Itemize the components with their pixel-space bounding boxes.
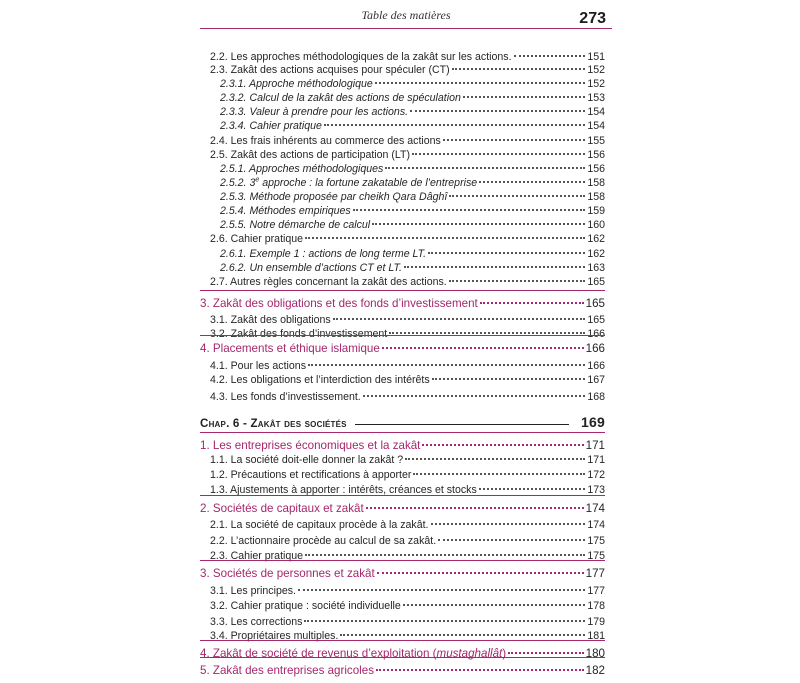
leader-dots [410,98,585,112]
leader-dots [412,141,585,155]
toc-entry-title: Chap. 6 - Zakât des sociétés [200,417,347,430]
toc-page-number: 171 [585,439,605,452]
section-divider [200,495,605,496]
page-number: 273 [579,10,606,27]
leader-dots [479,476,586,490]
leader-dots [413,461,585,475]
leader-dots [385,155,585,169]
toc-entry-title: 2.7. Autres règles concernant la zakât des actions. [210,276,447,288]
toc-entry-title: 2.3. Cahier pratique [210,550,304,562]
leader-dots [449,268,586,282]
section-divider [200,640,605,641]
toc-page-number: 158 [587,177,605,189]
toc-page-number: 168 [587,391,605,403]
leader-dots [479,169,585,183]
toc-section[interactable] [200,660,605,675]
toc-page-number: 175 [587,535,605,547]
toc-page-number: 166 [585,342,605,355]
toc-page-number: 156 [587,149,605,161]
toc-page [200,0,612,683]
toc-entry-title: 3.4. Propriétaires multiples. [210,630,339,642]
toc-page-number: 162 [587,233,605,245]
section-divider [200,290,605,291]
toc-page-number: 160 [587,219,605,231]
leader-dots [508,640,584,654]
leader-dots [443,127,585,141]
leader-dots [431,511,586,525]
toc-page-number: 181 [587,630,605,642]
section-divider [200,657,605,658]
toc-page-number: 162 [587,248,605,260]
toc-entry-title: 2.3. Zakât des actions acquises pour spéculer (CT) [210,64,450,76]
section-divider [200,560,605,561]
toc-page-number: 174 [587,519,605,531]
toc-page-number: 152 [587,64,605,76]
title-part: 2.5.2. 3 [220,177,256,189]
toc-page-number: 155 [587,135,605,147]
toc-page-number: 177 [587,585,605,597]
toc-page-number: 178 [587,600,605,612]
toc-entry-title: 1.1. La société doit-elle donner la zakât ? [210,454,404,466]
title-part: 4. Zakât de société de revenus d’exploitation ( [200,647,437,660]
toc-entry-title: 1. Les entreprises économiques et la zakât [200,439,421,452]
leader-dots [376,657,584,671]
section-divider [200,335,605,336]
toc-page-number: 166 [587,360,605,372]
toc-chapter[interactable] [200,414,605,429]
leader-dots [449,183,585,197]
section-divider [200,432,605,433]
leader-dots [452,56,586,70]
toc-page-number: 169 [581,414,605,430]
leader-dots [382,335,584,349]
toc-page-number: 165 [587,314,605,326]
leader-dots [480,290,584,304]
toc-entry-title: 3.1. Zakât des obligations [210,314,331,326]
toc-entry-title: 2.5.5. Notre démarche de calcul [220,219,371,231]
leader-dots [432,366,586,380]
toc-entry-title: 3. Zakât des obligations et des fonds d’investissement [200,297,478,310]
toc-page-number: 151 [587,51,605,63]
toc-page-number: 166 [587,328,605,340]
toc-entry-title: 2.5.4. Méthodes empiriques [220,205,351,217]
toc-entry-title: 2.2. Les approches méthodologiques de la zakât sur les actions. [210,51,512,63]
title-part: approche : la fortune zakatable de l’entreprise [259,177,478,189]
toc-page-number: 179 [587,616,605,628]
toc-entry-title: 2.6.1. Exemple 1 : actions de long terme LT. [220,248,427,260]
toc-entry-title: 2.3.4. Cahier pratique [220,120,322,132]
toc-entry-title: 4.1. Pour les actions [210,360,306,372]
leader-dots [353,197,586,211]
toc-section[interactable] [200,563,605,578]
toc-entry-title: 4.3. Les fonds d’investissement. [210,391,361,403]
running-title: Table des matières [361,8,451,22]
leader-rule [355,412,569,425]
toc-entry-title: 2.5. Zakât des actions de participation (LT) [210,149,411,161]
toc-entry-title: 2.3.3. Valeur à prendre pour les actions. [220,106,409,118]
leader-dots [422,432,583,446]
leader-dots [403,592,586,606]
toc-entry[interactable] [210,386,605,401]
toc-page-number: 177 [585,567,605,580]
toc-entry-title: 2.3.1. Approche méthodologique [220,78,373,90]
title-part: ) [502,647,507,660]
toc-entry-title: 1.2. Précautions et rectifications à apporter [210,469,412,481]
toc-entry-title: 1.3. Ajustements à apporter : intérêts, créances et stocks [210,484,477,496]
toc-section[interactable] [200,643,605,658]
toc-entry[interactable] [210,479,605,494]
leader-dots [428,240,585,254]
toc-entry-title: 2.5.1. Approches méthodologiques [220,163,384,175]
toc-entry-title: 2. Sociétés de capitaux et zakât [200,502,364,515]
leader-dots [363,383,586,397]
leader-dots [305,542,585,556]
toc-page-number: 156 [587,163,605,175]
toc-entry-title: 2.1. La société de capitaux procède à la zakât. [210,519,429,531]
toc-entry-title: 4. Placements et éthique islamique [200,342,380,355]
toc-entry-title: 2.3.2. Calcul de la zakât des actions de spéculation [220,92,461,104]
toc-page-number: 182 [585,664,605,677]
leader-dots [375,70,586,84]
toc-entry-title: 2.4. Les frais inhérents au commerce des actions [210,135,441,147]
toc-entry-title: 3.2. Cahier pratique : société individuelle [210,600,401,612]
toc-entry-title: 3.3. Les corrections [210,616,303,628]
leader-dots [438,527,585,541]
leader-dots [324,112,585,126]
toc-page-number: 154 [587,120,605,132]
italic-term: mustaghallât [436,647,503,660]
toc-entry[interactable] [210,625,605,640]
toc-entries [200,0,612,683]
leader-dots [305,225,585,239]
toc-page-number: 154 [587,106,605,118]
toc-page-number: 171 [587,454,605,466]
leader-dots [372,211,585,225]
toc-entry-title: 5. Zakât des entreprises agricoles [200,664,374,677]
toc-page-number: 153 [587,92,605,104]
toc-entry-title: 4.2. Les obligations et l’interdiction des intérêts [210,374,430,386]
leader-dots [463,84,585,98]
toc-page-number: 159 [587,205,605,217]
toc-page-number: 152 [587,78,605,90]
toc-page-number: 167 [587,374,605,386]
leader-dots [514,43,586,57]
leader-dots [404,254,585,268]
toc-page-number: 174 [585,502,605,515]
toc-entry-title: 3.1. Les principes. [210,585,296,597]
superscript: e [255,176,260,184]
leader-dots [333,306,586,320]
toc-page-number: 173 [587,484,605,496]
leader-dots [340,622,585,636]
toc-page-number: 163 [587,262,605,274]
leader-dots [304,608,585,622]
toc-entry-title: 2.6. Cahier pratique [210,233,304,245]
toc-page-number: 158 [587,191,605,203]
toc-page-number: 175 [587,550,605,562]
toc-entry-title: 3.2. Zakât des fonds d’investissement [210,328,388,340]
toc-section[interactable] [200,338,605,353]
toc-entry-title: 2.6.2. Un ensemble d’actions CT et LT. [220,262,402,274]
toc-page-number: 165 [585,297,605,310]
toc-page-number: 172 [587,469,605,481]
leader-dots [405,446,585,460]
toc-page-number: 165 [587,276,605,288]
toc-entry-title: 2.5.3. Méthode proposée par cheikh Qara Dâghî [220,191,448,203]
leader-dots [389,320,585,334]
toc-entry-title: 3. Sociétés de personnes et zakât [200,567,375,580]
toc-entry[interactable] [210,271,605,286]
toc-entry[interactable] [210,369,605,384]
leader-dots [308,352,585,366]
toc-entry[interactable] [210,545,605,560]
toc-entry-title: 2.2. L’actionnaire procède au calcul de sa zakât. [210,535,437,547]
leader-dots [366,495,584,509]
toc-page-number: 180 [585,647,605,660]
leader-dots [298,577,585,591]
leader-dots [377,560,584,574]
